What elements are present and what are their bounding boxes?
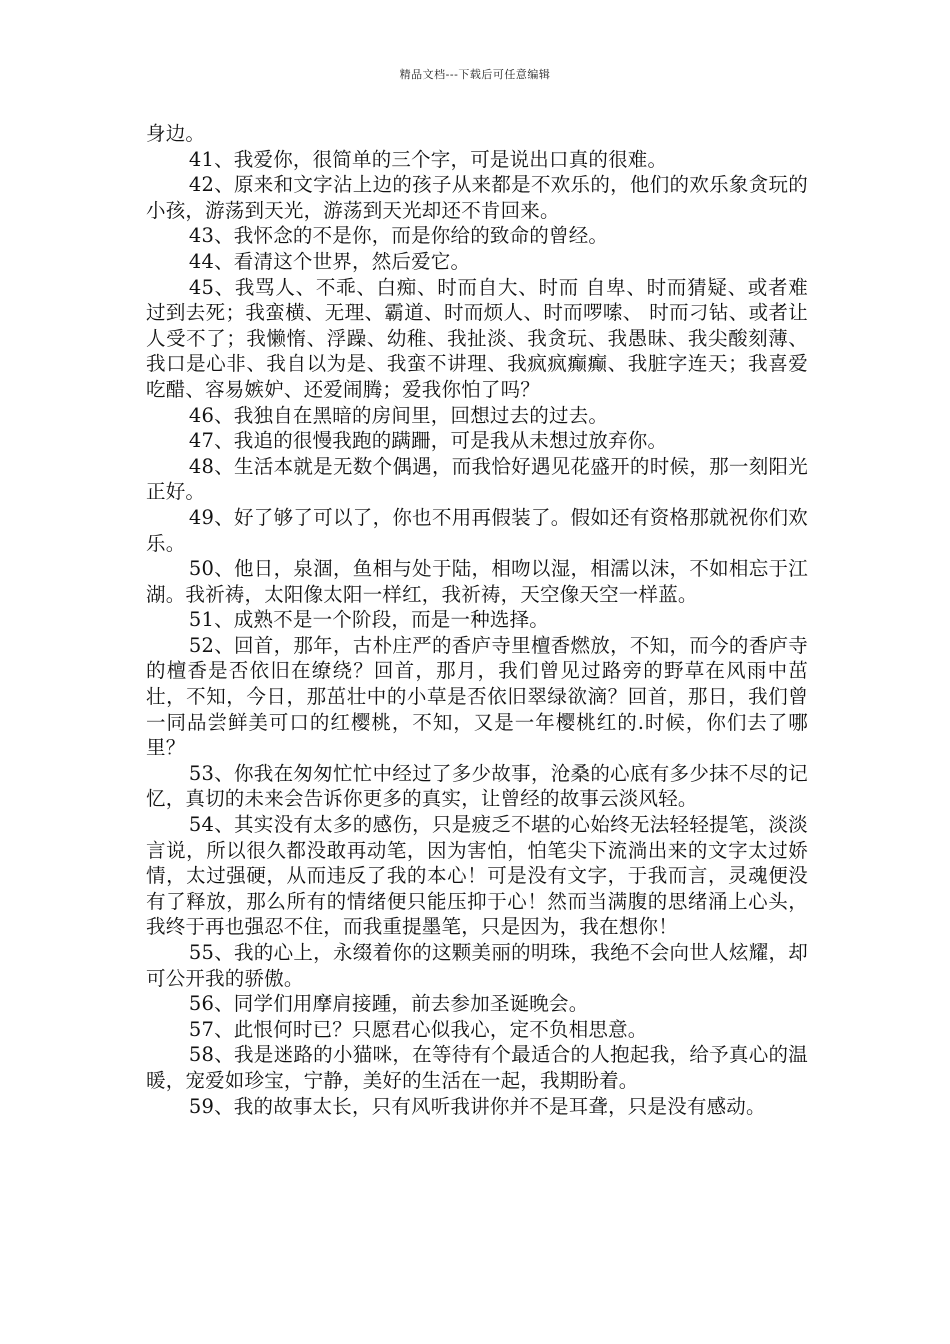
quote-45: 45、我骂人、不乖、白痴、时而自大、时而 自卑、时而猜疑、或者难过到去死；我蛮横、无理、霸道、时而烦人、时而啰嗦、 时而刁钻、或者让人受不了；我懒惰、浮躁、幼稚、我扯淡、我贪玩、我愚昧、我尖酸刻薄、我口是心非、我自以为是、我蛮不讲理、我疯疯癫癫、我脏字连天；我喜爱吃醋、容易嫉妒、还爱闹腾；爱我你怕了吗？ — [146, 275, 808, 401]
quote-47: 47、我追的很慢我跑的蹒跚，可是我从未想过放弃你。 — [188, 429, 668, 453]
quote-50: 50、他日，泉涸，鱼相与处于陆，相吻以湿，相濡以沫，不如相忘于江湖。我祈祷，太阳像太阳一样红，我祈祷，天空像天空一样蓝。 — [146, 557, 808, 606]
quote-43: 43、我怀念的不是你，而是你给的致命的曾经。 — [188, 224, 609, 248]
paragraph-continuation: 身边。 — [146, 122, 206, 145]
quote-58: 58、我是迷路的小猫咪，在等待有个最适合的人抱起我，给予真心的温暖，宠爱如珍宝，宁静，美好的生活在一起，我期盼着。 — [146, 1043, 808, 1092]
quote-42: 42、原来和文字沾上边的孩子从来都是不欢乐的，他们的欢乐象贪玩的小孩，游荡到天光，游荡到天光却还不肯回来。 — [146, 173, 808, 222]
quote-54: 54、其实没有太多的感伤，只是疲乏不堪的心始终无法轻轻提笔，淡淡言说，所以很久都没敢再动笔，因为害怕，怕笔尖下流淌出来的文字太过娇情，太过强硬，从而违反了我的本心！可是没有文字，于我而言，灵魂便没有了释放，那么所有的情绪便只能压抑于心！然而当满腹的思绪涌上心头，我终于再也强忍不住，而我重提墨笔，只是因为，我在想你！ — [146, 813, 808, 939]
quote-59: 59、我的故事太长，只有风听我讲你并不是耳聋，只是没有感动。 — [188, 1094, 766, 1118]
document-body — [146, 121, 808, 1119]
quote-48: 48、生活本就是无数个偶遇，而我恰好遇见花盛开的时候，那一刻阳光正好。 — [146, 454, 808, 504]
quote-41: 41、我爱你，很简单的三个字，可是说出口真的很难。 — [188, 147, 668, 171]
quote-57: 57、此恨何时已？只愿君心似我心，定不负相思意。 — [188, 1017, 648, 1041]
quote-55: 55、我的心上，永缀着你的这颗美丽的明珠，我绝不会向世人炫耀，却可公开我的骄傲。 — [146, 941, 808, 990]
quote-52: 52、回首，那年，古朴庄严的香庐寺里檀香燃放，不知，而今的香庐寺的檀香是否依旧在缭绕？回首，那月，我们曾见过路旁的野草在风雨中茁壮，不知，今日，那茁壮中的小草是否依旧翠绿欲滴？回首，那日，我们曾一同品尝鲜美可口的红樱桃，不知，又是一年樱桃红的.时候，你们去了哪里？ — [146, 633, 808, 760]
quote-46: 46、我独自在黑暗的房间里，回想过去的过去。 — [188, 403, 609, 427]
quote-49: 49、好了够了可以了，你也不用再假装了。假如还有资格那就祝你们欢乐。 — [146, 505, 808, 555]
quote-51: 51、成熟不是一个阶段，而是一种选择。 — [188, 608, 550, 632]
quote-53: 53、你我在匆匆忙忙中经过了多少故事，沧桑的心底有多少抹不尽的记忆，真切的未来会告诉你更多的真实，让曾经的故事云淡风轻。 — [146, 761, 808, 811]
quote-44: 44、看清这个世界，然后爱它。 — [188, 249, 471, 273]
page-header: 精品文档---下载后可任意编辑 — [399, 68, 551, 81]
quote-56: 56、同学们用摩肩接踵，前去参加圣诞晚会。 — [188, 992, 589, 1016]
